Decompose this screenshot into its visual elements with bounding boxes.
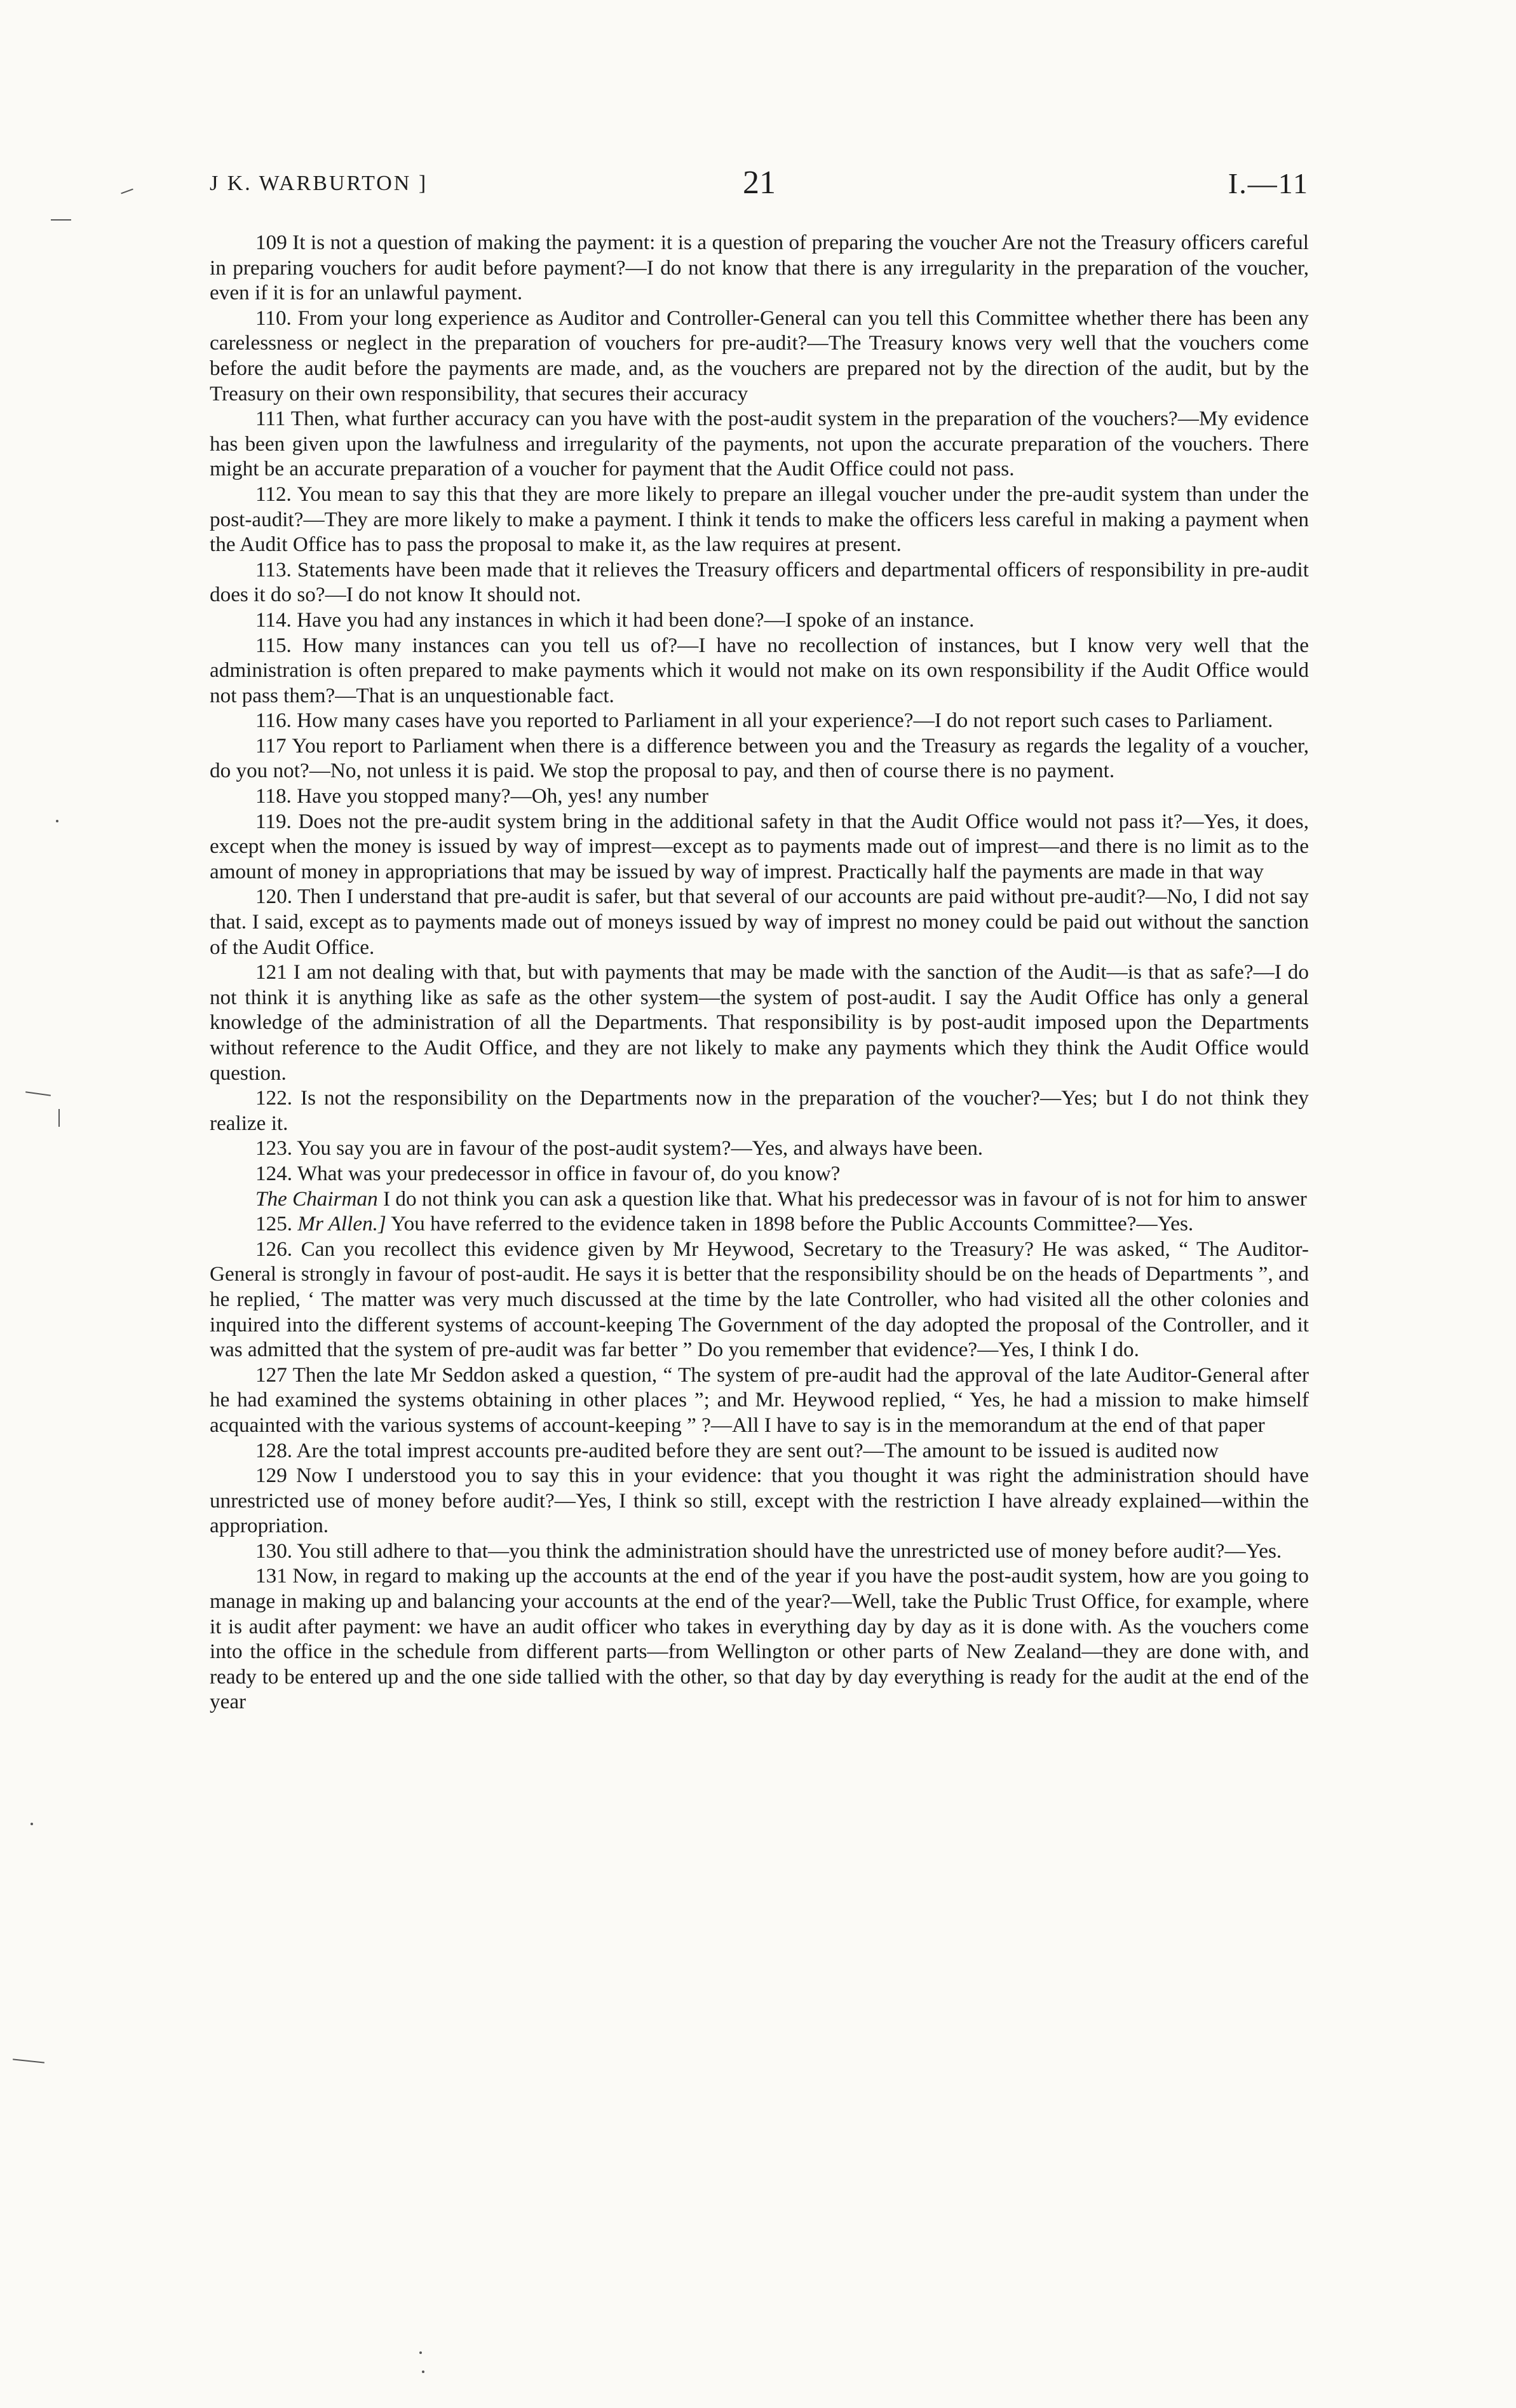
margin-mark <box>58 1109 60 1127</box>
paragraph-125 <box>210 1211 1309 1237</box>
paragraph-117: 117 You report to Parliament when there is a difference between you and the Treasury as regards the legality of a voucher, do you not?—No, not unless it is paid. We stop the proposal to pay, and then of course there is no payment. <box>210 733 1309 783</box>
margin-mark <box>51 219 71 221</box>
paragraph-125-text: You have referred to the evidence taken in 1898 before the Public Accounts Committee?—Yes. <box>386 1212 1194 1236</box>
evidence-body <box>210 230 1309 1715</box>
paragraph-127: 127 Then the late Mr Seddon asked a question, “ The system of pre-audit had the approval of the late Auditor-General after he had examined the systems obtaining in other places ”; and Mr. Heywood replied, “ Yes, he had a mission to make himself acquainted with the various systems of account-keeping ” ?—All I have to say is in the memorandum at the end of that paper <box>210 1363 1309 1437</box>
paragraph-126: 126. Can you recollect this evidence given by Mr Heywood, Secretary to the Treasury? He was asked, “ The Auditor-General is strongly in favour of post-audit. He says it is better that the responsibility should be on the heads of Departments ”, and he replied, ‘ The matter was very much discussed at the time by the late Controller, who had visited all the other colonies and inquired into the different systems of account-keeping The Government of the day adopted the proposal of the Controller, and it was admitted that the system of pre-audit was far better ” Do you remember that evidence?—Yes, I think I do. <box>210 1237 1309 1362</box>
allen-speaker: Mr Allen.] <box>297 1212 386 1236</box>
paragraph-130: 130. You still adhere to that—you think the administration should have the unrestricted use of money before audit?—Yes. <box>255 1539 1282 1563</box>
paragraph-129: 129 Now I understood you to say this in your evidence: that you thought it was right the administration should have unrestricted use of money before audit?—Yes, I think so still, except with the restriction I have already explained—within the appropriation. <box>210 1464 1309 1538</box>
paragraph-122: 122. Is not the responsibility on the Departments now in the preparation of the voucher?—Yes; but I do not think they realize it. <box>210 1086 1309 1135</box>
witness-name: J K. WARBURTON ] <box>210 172 428 195</box>
margin-mark <box>13 2058 44 2063</box>
margin-mark <box>25 1091 51 1096</box>
paragraph-121: 121 I am not dealing with that, but with payments that may be made with the sanction of the Audit—is that as safe?—I do not think it is anything like as safe as the other system—the system of post-audit. I say the Audit Office has only a general knowledge of the administration of all the Departments. That responsibility is by post-audit imposed upon the Departments without reference to the Audit Office, and they are not likely to make any payments which they think the Audit Office would question. <box>210 960 1309 1085</box>
margin-dot <box>30 1823 33 1825</box>
paragraph-116: 116. How many cases have you reported to Parliament in all your experience?—I do not report such cases to Parliament. <box>255 709 1273 733</box>
page-header <box>210 167 1309 211</box>
page-number: 21 <box>743 165 776 201</box>
margin-mark <box>121 189 133 194</box>
paragraph-125-number: 125. <box>255 1212 293 1236</box>
paragraph-124: 124. What was your predecessor in office in favour of, do you know? <box>255 1161 841 1185</box>
paragraph-113: 113. Statements have been made that it relieves the Treasury officers and departmental officers of responsibility in pre-audit does it do so?—I do not know It should not. <box>210 557 1309 607</box>
paper-reference: I.—11 <box>1228 167 1309 200</box>
margin-dot <box>56 820 58 822</box>
paragraph-120: 120. Then I understand that pre-audit is safer, but that several of our accounts are paid without pre-audit?—No, I did not say that. I said, except as to payments made out of moneys issued by way of imprest no money could be paid out without the sanction of the Audit Office. <box>210 885 1309 959</box>
paragraph-111: 111 Then, what further accuracy can you have with the post-audit system in the preparation of the vouchers?—My evidence has been given upon the lawfulness and irregularity of the payments, not upon the accurate preparation of the vouchers. There might be an accurate preparation of a voucher for payment that the Audit Office could not pass. <box>210 407 1309 481</box>
paragraph-109: 109 It is not a question of making the payment: it is a question of preparing the voucher Are not the Treasury officers careful in preparing vouchers for audit before payment?—I do not know that there is any irregularity in the preparation of the voucher, even if it is for an unlawful payment. <box>210 231 1309 305</box>
margin-dot <box>419 2351 422 2354</box>
paragraph-119: 119. Does not the pre-audit system bring in the additional safety in that the Audit Office would not pass it?—Yes, it does, except when the money is issued by way of imprest—except as to payments made out of imprest—and there is no limit as to the amount of money in appropriations that may be issued by way of imprest. Practically half the payments are made in that way <box>210 809 1309 883</box>
paragraph-115: 115. How many instances can you tell us of?—I have no recollection of instances, but I know very well that the administration is often prepared to make payments which it would not make on its own responsibility if the Audit Office would not pass them?—That is an unquestionable fact. <box>210 633 1309 707</box>
paragraph-131: 131 Now, in regard to making up the accounts at the end of the year if you have the post-audit system, how are you going to manage in making up and balancing your accounts at the end of the year?—Well, take the Public Trust Office, for example, where it is audit after payment: we have an audit officer who takes in everything day by day as it is done with. As the vouchers come into the office in the schedule from different parts—from Wellington or other parts of New Zealand—they are done with, and ready to be entered up and the one side tallied with the other, so that day by day everything is ready for the audit at the end of the year <box>210 1564 1309 1714</box>
paragraph-114: 114. Have you had any instances in which it had been done?—I spoke of an instance. <box>255 608 975 632</box>
paragraph-123: 123. You say you are in favour of the post-audit system?—Yes, and always have been. <box>255 1136 984 1160</box>
margin-dot <box>422 2371 424 2373</box>
paragraph-118: 118. Have you stopped many?—Oh, yes! any number <box>255 784 709 808</box>
paragraph-110: 110. From your long experience as Auditor and Controller-General can you tell this Committee whether there has been any carelessness or neglect in the preparation of vouchers for pre-audit?—The Treasury knows very well that the vouchers come before the audit before the payments are made, and, as the vouchers are prepared not by the direction of the audit, but by the Treasury on their own responsibility, that secures their accuracy <box>210 306 1309 405</box>
chairman-remark <box>210 1187 1309 1212</box>
paragraph-128: 128. Are the total imprest accounts pre-audited before they are sent out?—The amount to be issued is audited now <box>255 1438 1219 1462</box>
chairman-text: I do not think you can ask a question like that. What his predecessor was in favour of is not for him to answer <box>377 1187 1307 1211</box>
paragraph-112: 112. You mean to say this that they are more likely to prepare an illegal voucher under the pre-audit system than under the post-audit?—They are more likely to make a payment. I think it tends to make the officers less careful in making a payment when the Audit Office has to pass the proposal to make it, as the law requires at present. <box>210 482 1309 557</box>
chairman-speaker: The Chairman <box>255 1187 378 1211</box>
